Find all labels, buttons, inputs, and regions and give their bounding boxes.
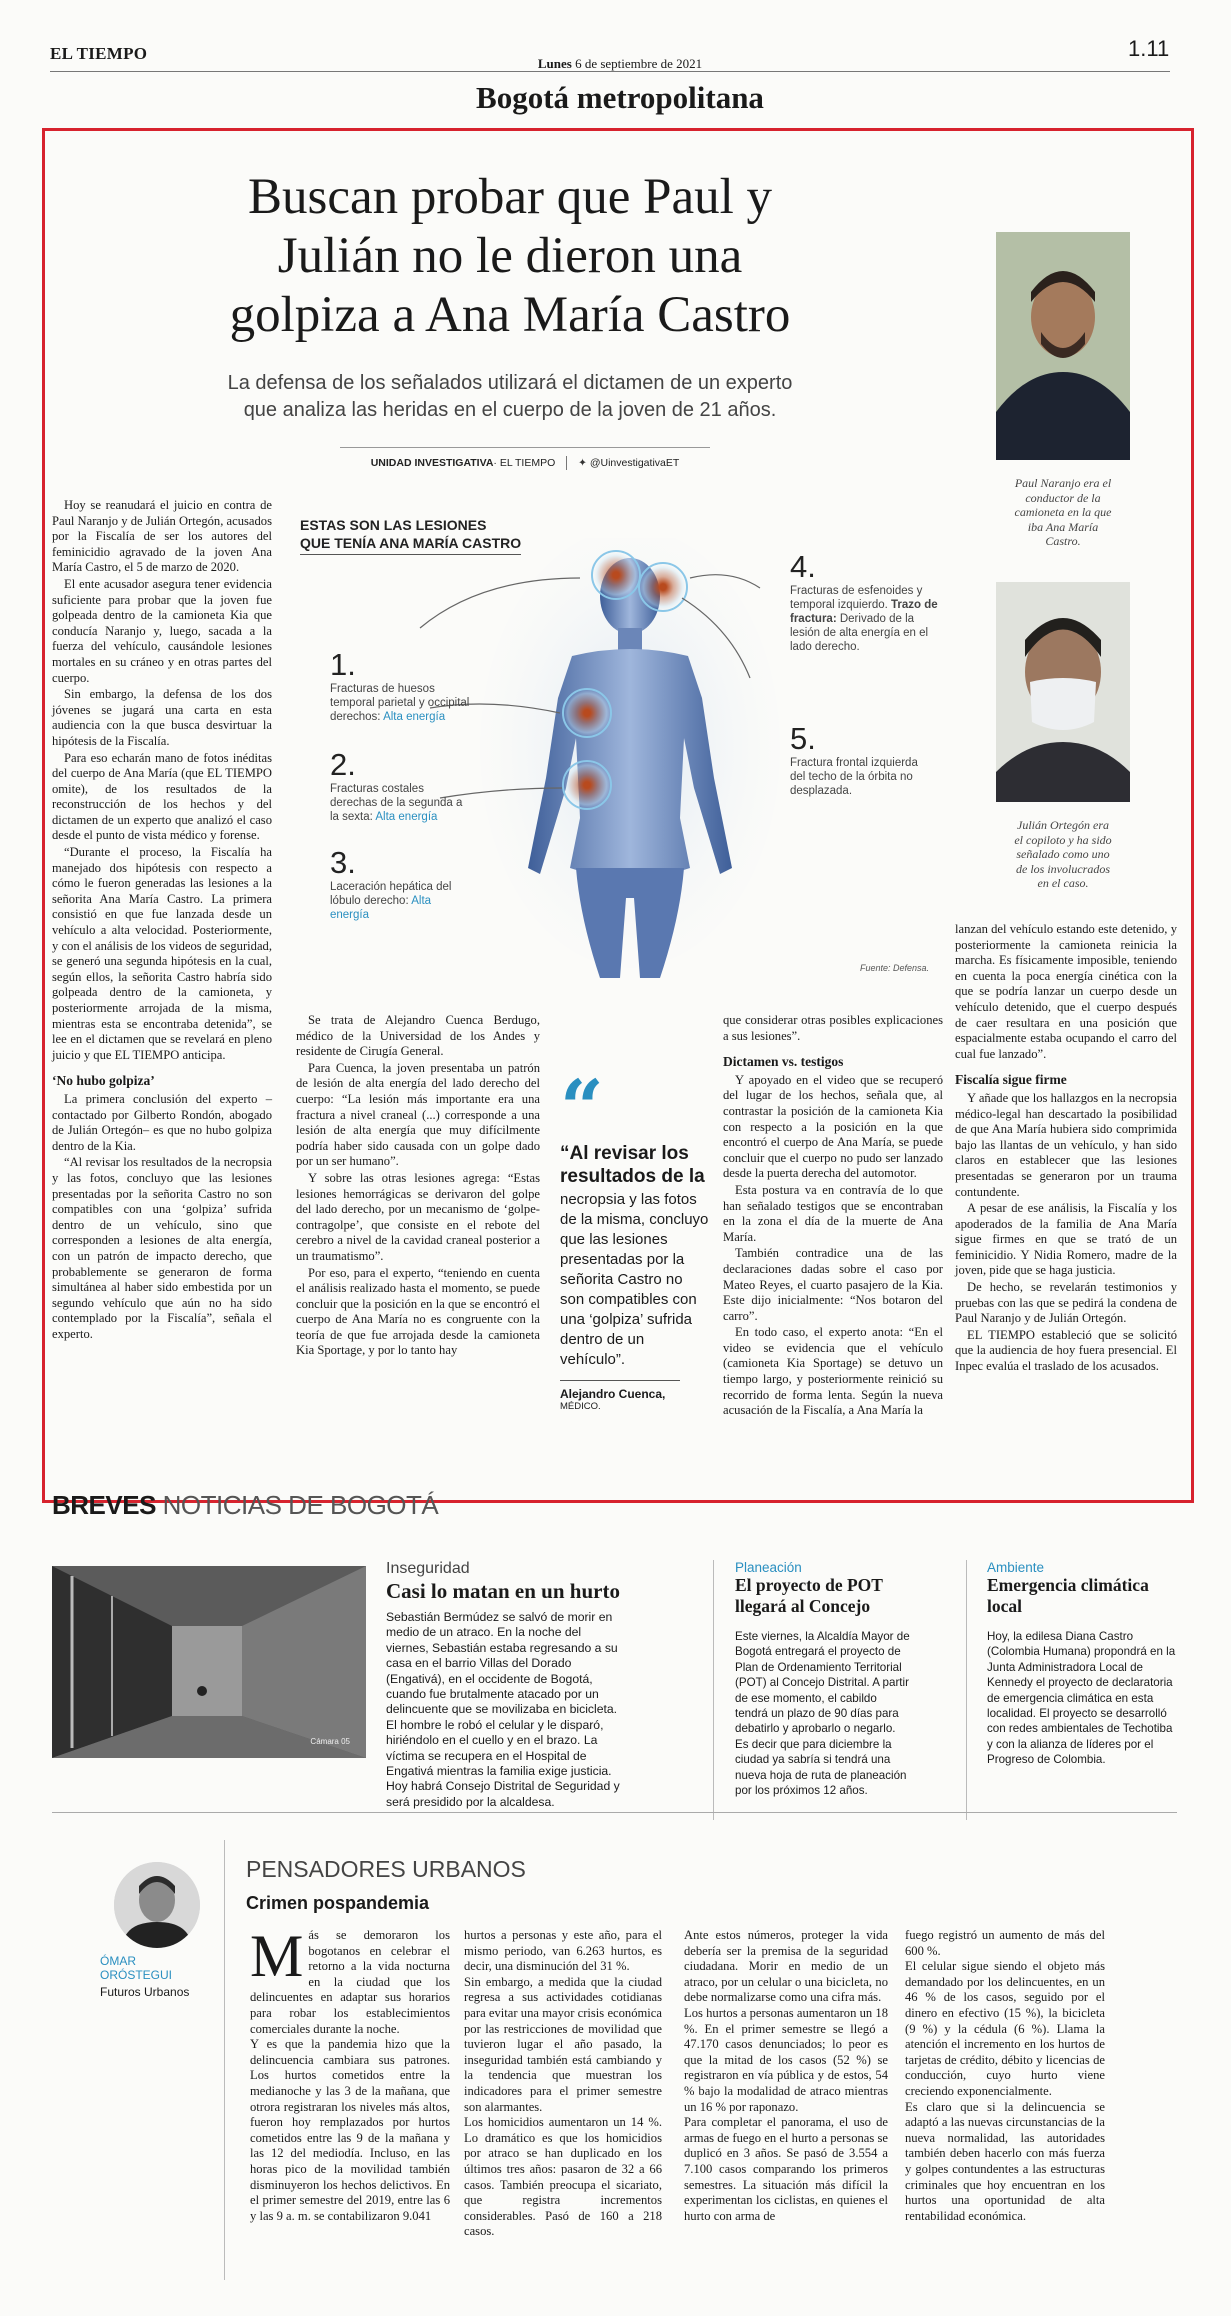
breves-rule — [52, 1812, 1177, 1813]
paragraph: De hecho, se revelarán testimonios y pruebas con las que se pedirá la condena de Paul Naranjo y de Julián Ortegón. — [955, 1280, 1177, 1326]
subheading: Dictamen vs. testigos — [723, 1054, 844, 1070]
column-text-3 — [684, 1928, 888, 2224]
headline-line-3: golpiza a Ana María Castro — [229, 287, 791, 343]
subheading: Fiscalía sigue firme — [955, 1072, 1067, 1088]
caption-line: iba Ana María — [1027, 519, 1099, 534]
photo-julian-ortegon — [996, 582, 1130, 802]
pull-quote — [560, 1063, 710, 1412]
article-column-3 — [723, 1013, 943, 1420]
caption-line: camioneta en la que — [1014, 505, 1112, 519]
byline-rule — [340, 447, 710, 448]
quote-mark-icon: “ — [560, 1063, 604, 1152]
infographic — [290, 508, 980, 978]
paragraph: que considerar otras posibles explicaciones a sus lesiones”. — [723, 1013, 943, 1043]
caption-line: de los involucrados — [1016, 861, 1110, 876]
infographic-title-line: ESTAS SON LAS LESIONES — [300, 517, 487, 533]
column-paragraphs: fuego registró un aumento de más del 600 %. El celular sigue siendo el objeto más demandado por los delincuentes, en un 46 % de los casos, seguido por el dinero en efectivo (15 %), la bicicleta (9 %) y la cédula (6 %). Llama la atención el incremento en los hurtos de tarjetas de crédito, débito y licencias de conducción, cuyo hurto viene creciendo exponencialmente. Es claro que si la delincuencia se adaptó a las nuevas circunstancias de la nueva normalidad, las autoridades también deben hacerlo con más fuerza y golpes contundentes a las estructuras criminales que hoy encuentran en los hurtos una oportunidad de alta rentabilidad económica. — [905, 1928, 1105, 2223]
brief-insecurity — [386, 1560, 626, 1810]
injury-text-2: Derivado de la lesión de alta energía en el lado derecho. — [790, 613, 929, 653]
paragraph: lanzan del vehículo estando este detenido, y posteriormente la camioneta reinicia la marcha. Es físicamente imposible, teniendo en cuenta la poca energía cinética con la que se podría lanzar un cuerpo desde un vehículo detenido, que el cuerpo después de caer resultara en una posición que espacialmente estaba ocupando el carro del cual fue lanzado”. — [955, 922, 1177, 1061]
infographic-title-line: QUE TENÍA ANA MARÍA CASTRO — [300, 535, 522, 551]
paragraph: Y sobre las otras lesiones agrega: “Estas lesiones hemorrágicas se derivaron del golpe del lado derecho, por un mecanismo de ‘golpe-contragolpe’, que consiste en el rebote del cerebro a nivel de la cavidad craneal posterior a un traumatismo”. — [296, 1170, 540, 1263]
author-last-name: ORÓSTEGUI — [100, 1968, 173, 1982]
paragraph: “Al revisar los resultados de la necropsia y las fotos, concluyo que las lesiones presentadas por la señorita Castro no son compatibles con una ‘golpiza’ sufrida dentro de un vehículo, sino que corresponden a lesiones de alta energía, con un patrón de impacto derecho, que probablemente se generaron de forma simultánea al haber sido embestida por un segundo vehículo que aún no ha sido contemplado por la Fiscalía”, señala el experto. — [52, 1155, 272, 1341]
column-text-4 — [905, 1928, 1105, 2224]
paragraph: A pesar de ese análisis, la Fiscalía y los apoderados de la familia de Ana María sigue firmes en que se trató de un feminicidio. Y Nidia Romero, madre de la joven, pide que se haga justicia. — [955, 1201, 1177, 1278]
drop-cap: M — [250, 1923, 304, 1989]
photo1-caption — [996, 476, 1130, 549]
paragraph: Esta postura va en contravía de lo que han señalado testigos que se encontraban en la zona el día de la muerte de Ana María. — [723, 1182, 943, 1244]
header-rule — [50, 71, 1170, 72]
injury-number: 2. — [330, 747, 356, 782]
injury-label-5 — [790, 722, 930, 798]
caption-line: Paul Naranjo era el — [1014, 476, 1112, 490]
quote-role: MÉDICO. — [560, 1401, 601, 1412]
headline — [130, 168, 890, 345]
twitter-icon: ✦ — [578, 456, 587, 469]
date-line — [350, 56, 890, 72]
portrait-man-icon — [996, 232, 1130, 460]
author-org: Futuros Urbanos — [100, 1985, 190, 1999]
injury-energy: Alta energía — [330, 895, 432, 921]
injury-energy: Alta energía — [383, 711, 446, 723]
infographic-source: Fuente: Defensa. — [860, 963, 930, 973]
byline-separator — [566, 456, 567, 470]
column-title: Crimen pospandemia — [246, 1893, 430, 1913]
breves-photo — [52, 1566, 366, 1758]
date-day: Lunes — [537, 56, 572, 71]
injury-bold: Trazo de fractura: — [790, 599, 938, 625]
author-divider — [224, 1840, 225, 2280]
dek-line-1: La defensa de los señalados utilizará el dictamen de un experto — [227, 372, 793, 394]
brief-environment — [987, 1560, 1177, 1768]
column-paragraphs: hurtos a personas y este año, para el mismo periodo, van 6.263 hurtos, es decir, una disminución del 31 %. Sin embargo, a medida que la ciudad regresa a sus actividades cotidianas para evitar una mayor crisis económica por las restricciones de movilidad que tuvieron lugar el año pasado, la inseguridad también está cambiando y la tendencia que muestran los indicadores para el primer semestre son alarmantes. Los homicidios aumentaron un 14 %. Lo dramático es que los homicidios por atraco se han duplicado en los últimos tres años: pasaron de 32 a 66 casos. También preocupa el sicariato, que registra incrementos considerables. Pasó de 160 a 218 casos. — [464, 1928, 662, 2239]
security-camera-photo-icon — [52, 1566, 366, 1758]
paragraph: “Durante el proceso, la Fiscalía ha manejado dos hipótesis con respecto a cómo le fueron generadas las lesiones a la señorita Ana María Castro. La primera consistió en que fue lanzada desde un vehículo a alta velocidad. Posteriormente, y con el análisis de los videos de seguridad, se generó una segunda hipótesis en la cual, según ellos, la señorita Castro habría sido golpeada dentro de la camioneta, y posteriormente arrojada de la misma, mientras esta se encontraba detenida”, se lee en el dictamen que se revelará en pleno juicio y que EL TIEMPO anticipa. — [52, 845, 272, 1062]
paragraph: Y añade que los hallazgos en la necropsia médico-legal han descartado la posibilidad de que Ana María hubiera sido comprimida bajo las llantas de un vehículo, y han sido claros en establecer que las lesiones presentadas se generaron por un trauma contundente. — [955, 1090, 1177, 1199]
breves-label — [52, 1490, 438, 1521]
column-paragraphs: Ante estos números, proteger la vida debería ser la premisa de la seguridad ciudadana. Morir en medio de un atraco, por un celular o una bicicleta, no debe normalizarse como una cifra más. Los hurtos a personas aumentaron un 18 %. En el primer semestre se llegó a 47.170 casos denunciados; lo peor es que la mitad de los casos (52 %) se registraron en vía pública y de estos, 54 % bajo la modalidad de atraco mientras un 16 % por raponazo. Para completar el panorama, el uso de armas de fuego en el hurto a personas se duplicó en 3 años. Se pasó de 3.554 a 7.100 casos comparando los primeros semestres. La situación más difícil la experimentan los ciclistas, en quienes el hurto con arma de — [684, 1928, 888, 2223]
injury-label-2 — [330, 748, 470, 824]
paragraph: Para Cuenca, la joven presentaba un patrón de lesión de alta energía del lado derecho del cuerpo: “La lesión más importante era una fractura a nivel craneal (...) corresponde a una lesión de alta energía que muy difícilmente podría haber sido causada con un golpe dado por un ser humano”. — [296, 1060, 540, 1169]
brief-title: El proyecto de POT llegará al Concejo — [735, 1575, 883, 1616]
author-portrait-icon — [114, 1862, 200, 1948]
brief-title: Emergencia climática local — [987, 1575, 1149, 1616]
page-number: 1.11 — [1128, 36, 1170, 61]
paragraph: Se trata de Alejandro Cuenca Berdugo, médico de la Universidad de los Andes y residente de Cirugía General. — [296, 1013, 540, 1059]
column-paragraphs: ás se demoraron los bogotanos en celebrar el retorno a la vida nocturna en la ciudad que los delincuentes en adaptar sus horarios para robar los establecimientos comerciales durante la noche. Y es que la pandemia hizo que la delincuencia cambiara sus patrones. Los hurtos cometidos entre la medianoche y las 3 de la mañana, que otrora registraran los niveles más altos, fueron hoy remplazados por hurtos cometidos entre las 9 de la mañana y las 12 del mediodía. Incluso, en las horas pico de la movilidad también disminuyeron los hechos delictivos. En el primer semestre del 2019, entre las 6 y las 9 a. m. se contabilizaron 9.041 — [250, 1928, 450, 2223]
injury-text: Laceración hepática del lóbulo derecho: — [330, 881, 452, 907]
injury-label-1 — [330, 648, 470, 724]
column-text-2 — [464, 1928, 662, 2240]
article-column-2 — [296, 1013, 540, 1360]
camera-label: Cámara 05 — [310, 1737, 350, 1746]
brief-title: Casi lo matan en un hurto — [386, 1579, 620, 1603]
subheading: ‘No hubo golpiza’ — [52, 1073, 155, 1089]
injury-number: 4. — [790, 549, 816, 584]
author-avatar — [114, 1862, 200, 1948]
byline-unit: UNIDAD INVESTIGATIVA — [370, 456, 494, 469]
photo-paul-naranjo — [996, 232, 1130, 460]
brief-kicker: Inseguridad — [386, 1560, 470, 1577]
brief-text: Este viernes, la Alcaldía Mayor de Bogotá entregará el proyecto de Plan de Ordenamiento Territorial (POT) al Concejo Distrital. A partir de ese momento, el cabildo tendrá un plazo de 90 días para debatirlo y aprobarlo o negarlo. Es decir que para diciembre la ciudad ya sabría si tendrá una nueva hoja de ruta de planeación por los próximos 12 años. — [735, 1630, 910, 1798]
headline-line-2: Julián no le dieron una — [277, 228, 743, 284]
injury-label-4 — [790, 550, 940, 654]
breves-label-rest: NOTICIAS DE BOGOTÁ — [162, 1490, 439, 1520]
author-first-name: ÓMAR — [100, 1954, 136, 1968]
paragraph: Hoy se reanudará el juicio en contra de Paul Naranjo y de Julián Ortegón, acusados por la Fiscalía de ser los autores del feminicidio agravado de la joven Ana María Castro, el 5 de marzo de 2020. — [52, 498, 272, 575]
injury-number: 1. — [330, 647, 356, 682]
caption-line: señalado como uno — [1016, 847, 1110, 861]
paragraph: También contradice una de las declaraciones dadas sobre el caso por Mateo Reyes, el cuarto pasajero de la Kia. Este dijo inicialmente: “Nos botaron del carro”. — [723, 1246, 943, 1323]
caption-line: en el caso. — [1037, 876, 1089, 890]
quote-lead: “Al revisar los resultados de la — [560, 1143, 705, 1187]
quote-rule — [560, 1380, 680, 1381]
paragraph: La primera conclusión del experto –contactado por Gilberto Rondón, abogado de Julián Ortegón– es que no hubo golpiza dentro de la Kia. — [52, 1091, 272, 1153]
brief-divider — [966, 1560, 967, 1820]
author-name — [100, 1954, 210, 1982]
article-column-1 — [52, 498, 272, 1343]
byline — [340, 456, 710, 470]
caption-line: el copiloto y ha sido — [1014, 832, 1112, 847]
column-section: PENSADORES URBANOS — [246, 1856, 526, 1882]
injury-label-3 — [330, 846, 470, 922]
photo2-caption — [990, 818, 1136, 891]
paragraph: EL TIEMPO estableció que se solicitó que la audiencia de hoy fuera presencial. El Inpec evalúa el traslado de los acusados. — [955, 1327, 1177, 1374]
portrait-masked-man-icon — [996, 582, 1130, 802]
brief-text: Hoy, la edilesa Diana Castro (Colombia Humana) propondrá en la Junta Administradora Local de Kennedy el proyecto de declaratoria de emergencia climática en esta localidad. El proyecto se desarrolló con redes ambientales de Techotiba y con la alianza de líderes por el Progreso de Colombia. — [987, 1630, 1176, 1767]
brief-body — [386, 1610, 626, 1810]
brief-kicker: Ambiente — [987, 1560, 1045, 1575]
injury-energy: Alta energía — [375, 811, 438, 823]
paragraph: Por eso, para el experto, “teniendo en cuenta el análisis realizado hasta el momento, se puede concluir que la posición en la que se encontró el cuerpo de Ana María no es congruente con la teoría de que fue arrojada desde la camioneta Kia Sportage, y por lo tanto hay — [296, 1265, 540, 1358]
injury-text: Fracturas de huesos temporal parietal y occipital derechos: — [330, 683, 470, 723]
dek — [140, 370, 880, 424]
brief-body — [735, 1629, 911, 1798]
quote-text: necropsia y las fotos de la misma, concluyo que las lesiones presentadas por la señorita Castro no son compatibles con una ‘golpiza’ sufrida dentro de un vehículo”. — [560, 1191, 709, 1368]
caption-line: Castro. — [1045, 534, 1081, 548]
brand-name: EL TIEMPO — [50, 44, 148, 63]
caption-line: Julián Ortegón era — [1017, 818, 1109, 832]
dek-line-2: que analiza las heridas en el cuerpo de la joven de 21 años. — [243, 399, 777, 421]
injury-text: Fracturas costales derechas de la segunda a la sexta: — [330, 783, 463, 823]
headline-line-1: Buscan probar que Paul y — [247, 169, 773, 225]
injury-text: Fracturas de esfenoides y temporal izquierdo. — [790, 585, 923, 611]
brief-kicker: Planeación — [735, 1560, 802, 1575]
brief-divider — [713, 1560, 714, 1820]
paragraph: El ente acusador asegura tener evidencia suficiente para probar que la joven fue golpeada dentro de la camioneta Kia que conducía Naranjo y, luego, sacada a la fuerza del vehículo, causándole lesiones mortales en su cráneo y en otras partes del cuerpo. — [52, 576, 272, 685]
paragraph: Y apoyado en el video que se recuperó del lugar de los hechos, señala que, al contrastar la posición de la camioneta Kia con respecto a la posición en la que encontró el cuerpo de Ana María, se puede concluir que el cuerpo no pudo ser lanzado desde la puerta derecha del automotor. — [723, 1072, 943, 1181]
paragraph: Para eso echarán mano de fotos inéditas del cuerpo de Ana María (que EL TIEMPO omite), de los resultados de la reconstrucción de los hechos y del dictamen de un experto que analizó el caso desde el punto de vista médico y forense. — [52, 750, 272, 843]
article-column-4 — [955, 922, 1177, 1376]
column-text-1 — [250, 1923, 450, 2224]
brief-planning — [735, 1560, 911, 1798]
caption-line: conductor de la — [1025, 490, 1101, 505]
date-rest: 6 de septiembre de 2021 — [575, 56, 703, 71]
byline-handle[interactable]: @UinvestigativaET — [589, 456, 680, 469]
breves-label-bold: BREVES — [52, 1490, 156, 1520]
injury-number: 3. — [330, 845, 356, 880]
paragraph: En todo caso, el experto anota: “En el video se evidencia que el vehículo (camioneta Kia Sportage) se detuvo un tiempo largo, y posteriormente reinició su recorrido de forma lenta. Según la nueva acusación de la Fiscalía, a Ana María la — [723, 1325, 943, 1418]
brief-body — [987, 1629, 1177, 1768]
section-title: Bogotá metropolitana — [476, 80, 764, 115]
paragraph: Sin embargo, la defensa de los dos jóvenes se jugará una carta en esta audiencia con la que busca desvirtuar la hipótesis de la Fiscalía. — [52, 687, 272, 748]
quote-author: Alejandro Cuenca, — [560, 1387, 666, 1401]
brief-text: Sebastián Bermúdez se salvó de morir en medio de un atraco. En la noche del viernes, Sebastián estaba regresando a su casa en el barrio Villas del Dorado (Engativá), en el occidente de Bogotá, cuando fue brutalmente atacado por un delincuente que se movilizaba en bicicleta. El hombre le robó el celular y le disparó, hiriéndolo en el cuello y en el brazo. La víctima se recupera en el Hospital de Engativá mientras la familia exige justicia. Hoy habrá Consejo Distrital de Seguridad y será presidido por la alcaldesa. — [386, 1610, 620, 1809]
injury-text: Fractura frontal izquierda del techo de la órbita no desplazada. — [790, 757, 918, 797]
byline-paper: · EL TIEMPO — [493, 456, 556, 469]
injury-number: 5. — [790, 721, 816, 756]
